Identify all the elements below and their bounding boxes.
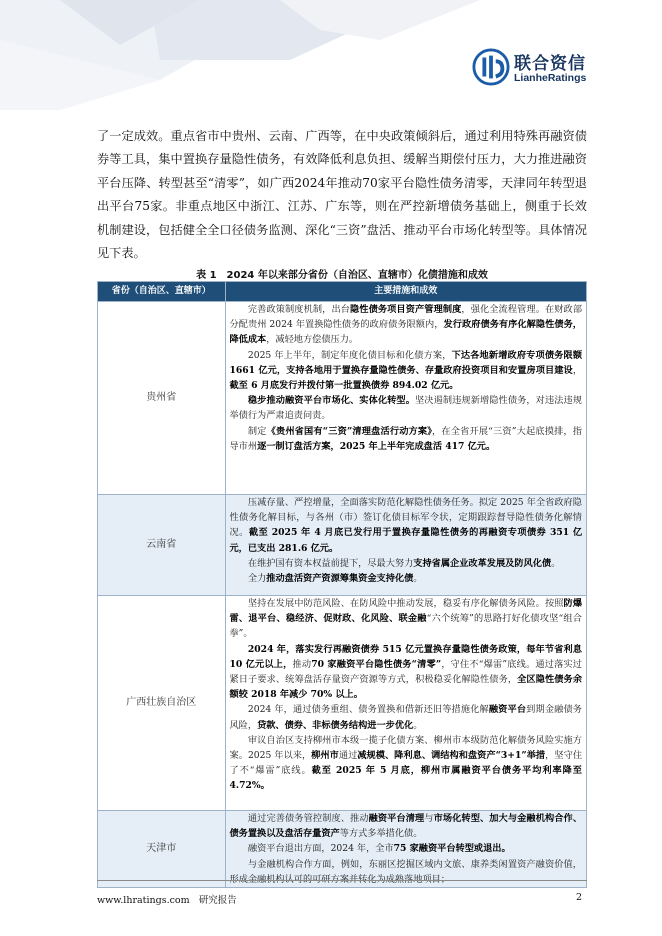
table-row bbox=[98, 596, 587, 811]
table-row bbox=[98, 495, 587, 596]
emphasis-text: 融资平台 bbox=[488, 704, 527, 716]
measure-paragraph bbox=[230, 571, 583, 586]
emphasis-text: 75 家融资平台转型或退出。 bbox=[393, 843, 511, 855]
footer-left bbox=[97, 892, 237, 906]
measure-paragraph bbox=[230, 811, 583, 841]
measures-cell bbox=[225, 302, 587, 495]
measure-text: ，坚守住了不“爆雷”底线。 bbox=[229, 750, 583, 777]
intro-text: 了一定成效。重点省市中贵州、云南、广西等，在中央政策倾斜后，通过利用特殊再融资债券等工具，集中置换存量隐性债务，有效降低利息负担、缓解当期偿付压力，大力推进融资平台压降、转型甚至“清零”，如广西2024年推动70家平台隐性债务清零，天津同年转型退出平台75家。非重点地区中浙江、江苏、广东等，则在严控新增债务基础上，侧重于长效机制建设，包括健全全口径债务监测、深化“三资”盘活、推动平台市场化转型等。具体情况见下表。 bbox=[97, 129, 587, 261]
intro-paragraph bbox=[97, 125, 587, 265]
emphasis-text: 全区隐性债务余额较 2018 年减少 70% 以上。 bbox=[229, 674, 583, 701]
measure-text: 与金融机构合作方面，例如，东丽区挖掘区域内文旅、康养类闲置资产融资价值，形成金融机构认可的可研方案并转化为成熟落地项目； bbox=[229, 858, 582, 885]
measure-text: 通过 bbox=[338, 750, 358, 762]
measure-paragraph bbox=[230, 556, 583, 571]
table-row bbox=[98, 302, 587, 495]
emphasis-text: 截至 2025 年 5 月底，柳州市属融资平台债务平均利率降至 4.72%。 bbox=[229, 765, 582, 792]
emphasis-text: 防爆雷、退平台、稳经济、促财政、化风险、联金融 bbox=[229, 598, 583, 625]
emphasis-text: 推动盘活资产资源筹集资金支持化债 bbox=[266, 573, 414, 585]
emphasis-text: 减规模、降利息、调结构和盘资产“3+1”举措 bbox=[357, 750, 546, 762]
province-cell: 天津市 bbox=[98, 811, 226, 888]
measure-paragraph bbox=[230, 857, 583, 887]
measure-paragraph bbox=[230, 596, 583, 642]
measure-text: 等方式多举措化债。 bbox=[339, 828, 423, 840]
measure-text: 压减存量、严控增量，全面落实防范化解隐性债务任务。拟定 2025 年全省政府隐性债务化解目标，与各州（市）签订化债目标军令状，定期跟踪督导隐性债务化解情况。 bbox=[229, 497, 582, 539]
measure-text: 。 bbox=[551, 557, 561, 569]
measure-paragraph bbox=[230, 733, 583, 794]
company-logo bbox=[472, 48, 622, 88]
table-body bbox=[98, 302, 587, 888]
measure-paragraph bbox=[230, 841, 583, 856]
measure-paragraph bbox=[230, 393, 583, 423]
measure-paragraph bbox=[230, 495, 583, 556]
measure-text: 全力 bbox=[247, 573, 267, 585]
measure-text: 与 bbox=[424, 813, 434, 824]
table-header-row bbox=[98, 282, 587, 302]
measure-text: 。 bbox=[413, 573, 423, 585]
emphasis-text: 融资平台清理 bbox=[368, 813, 425, 824]
measures-cell bbox=[225, 495, 587, 596]
page-number: 2 bbox=[576, 892, 583, 903]
province-cell: 云南省 bbox=[98, 495, 226, 596]
emphasis-text: 柳州市 bbox=[311, 750, 339, 762]
table-row bbox=[98, 811, 587, 888]
measures-table bbox=[97, 281, 587, 888]
measure-text: 完善政策制度机制，出台 bbox=[247, 304, 351, 315]
measure-paragraph bbox=[230, 702, 583, 732]
emphasis-text: 贷款、债券、非标债务结构进一步优化 bbox=[257, 719, 414, 731]
emphasis-text: 《贵州省国有“三资”清理盘活行动方案》 bbox=[266, 425, 433, 437]
measure-text: 推动 bbox=[292, 658, 312, 670]
measure-text: ，在全省开展“三资”大起底摸排，指导市州 bbox=[229, 425, 582, 452]
measures-cell bbox=[225, 811, 587, 888]
emphasis-text: 市场化转型、加大与金融机构合作、债务置换以及盘活存量资产 bbox=[229, 813, 583, 840]
measure-text: ，强化全流程管理。在财政部分配贵州 2024 年置换隐性债务的政府债务限额内， bbox=[229, 304, 583, 331]
measure-text: ， bbox=[572, 364, 582, 376]
measure-text: 审议自治区支持柳州市本级一揽子化债方案、柳州市本级防范化解债务风险实施方案。2025 年以来， bbox=[229, 734, 582, 762]
emphasis-text: 2024 年，落实发行再融资债券 515 亿元置换存量隐性债务政策，每年节省利息 10 亿元以上， bbox=[229, 643, 582, 670]
emphasis-text: 稳步推动融资平台市场化、实体化转型。 bbox=[247, 395, 415, 407]
logo-chinese-name: 联合资信 bbox=[514, 54, 586, 74]
emphasis-text: 70 家融资平台隐性债务“清零” bbox=[311, 658, 442, 670]
footer-report-type: 研究报告 bbox=[198, 895, 237, 906]
measure-text: “六个统筹”的思路打好化债攻坚“组合拳”。 bbox=[229, 613, 582, 640]
table-caption: 表 1 2024 年以来部分省份（自治区、直辖市）化债措施和成效 bbox=[196, 270, 488, 281]
emphasis-text: 截至 2025 年 4 月底已发行用于置换存量隐性债务的再融资专项债券 351 亿元，已支出 281.6 亿元。 bbox=[229, 527, 583, 554]
footer-divider bbox=[97, 880, 587, 881]
measure-text: 坚决遏制违规新增隐性债务，对违法违规举债行为严肃追责问责。 bbox=[229, 395, 583, 422]
measure-paragraph bbox=[230, 642, 583, 703]
emphasis-text: 下达各地新增政府专项债务限额 1661 亿元，支持各地用于置换存量隐性债务、存量政府投资项目和安置房项目建设 bbox=[229, 349, 583, 376]
measure-text: ，守住不“爆雷”底线。通过落实过紧日子要求、统筹盘活存量资产资源等方式，积极稳妥化解隐性债务， bbox=[229, 658, 582, 686]
measure-text: 通过完善债务管控制度、推动 bbox=[247, 813, 369, 824]
province-cell: 贵州省 bbox=[98, 302, 226, 495]
measure-text: 。 bbox=[413, 719, 423, 731]
measures-cell bbox=[225, 596, 587, 811]
measure-paragraph bbox=[230, 424, 583, 454]
emphasis-text: 截至 6 月底发行并拨付第一批置换债券 894.02 亿元。 bbox=[229, 380, 459, 392]
header-measures: 主要措施和成效 bbox=[225, 282, 587, 302]
measure-text: 2025 年上半年，制定年度化债目标和化债方案， bbox=[247, 349, 452, 361]
header-province: 省份（自治区、直辖市） bbox=[98, 282, 226, 302]
measure-text: 到期金融债务风险， bbox=[229, 704, 582, 731]
footer-website[interactable]: www.lhratings.com bbox=[97, 895, 190, 906]
measure-paragraph bbox=[230, 302, 583, 348]
measure-text: 融资平台退出方面，2024 年，全市 bbox=[247, 843, 394, 855]
emphasis-text: 支持省属企业改革发展及防风化债 bbox=[413, 557, 552, 569]
measure-text: 在维护国有资本权益前提下，尽最大努力 bbox=[247, 557, 414, 569]
lianhe-logo-icon bbox=[472, 48, 510, 86]
measure-text: 2024 年，通过债务重组、债务置换和借新还旧等措施化解 bbox=[247, 704, 489, 716]
logo-english-name: LianheRatings bbox=[514, 72, 587, 84]
measure-text: ，减轻地方偿债压力。 bbox=[266, 334, 359, 346]
emphasis-text: 隐性债务项目资产管理制度 bbox=[350, 304, 462, 315]
emphasis-text: 发行政府债务有序化解隐性债务，降低成本 bbox=[229, 319, 582, 346]
emphasis-text: 逐一制订盘活方案，2025 年上半年完成盘活 417 亿元。 bbox=[257, 440, 496, 452]
measure-text: 制定 bbox=[247, 425, 267, 437]
measure-text: 坚持在发展中防范风险、在防风险中推动发展，稳妥有序化解债务风险。按照 bbox=[247, 598, 564, 609]
measure-paragraph bbox=[230, 348, 583, 394]
province-cell: 广西壮族自治区 bbox=[98, 596, 226, 811]
